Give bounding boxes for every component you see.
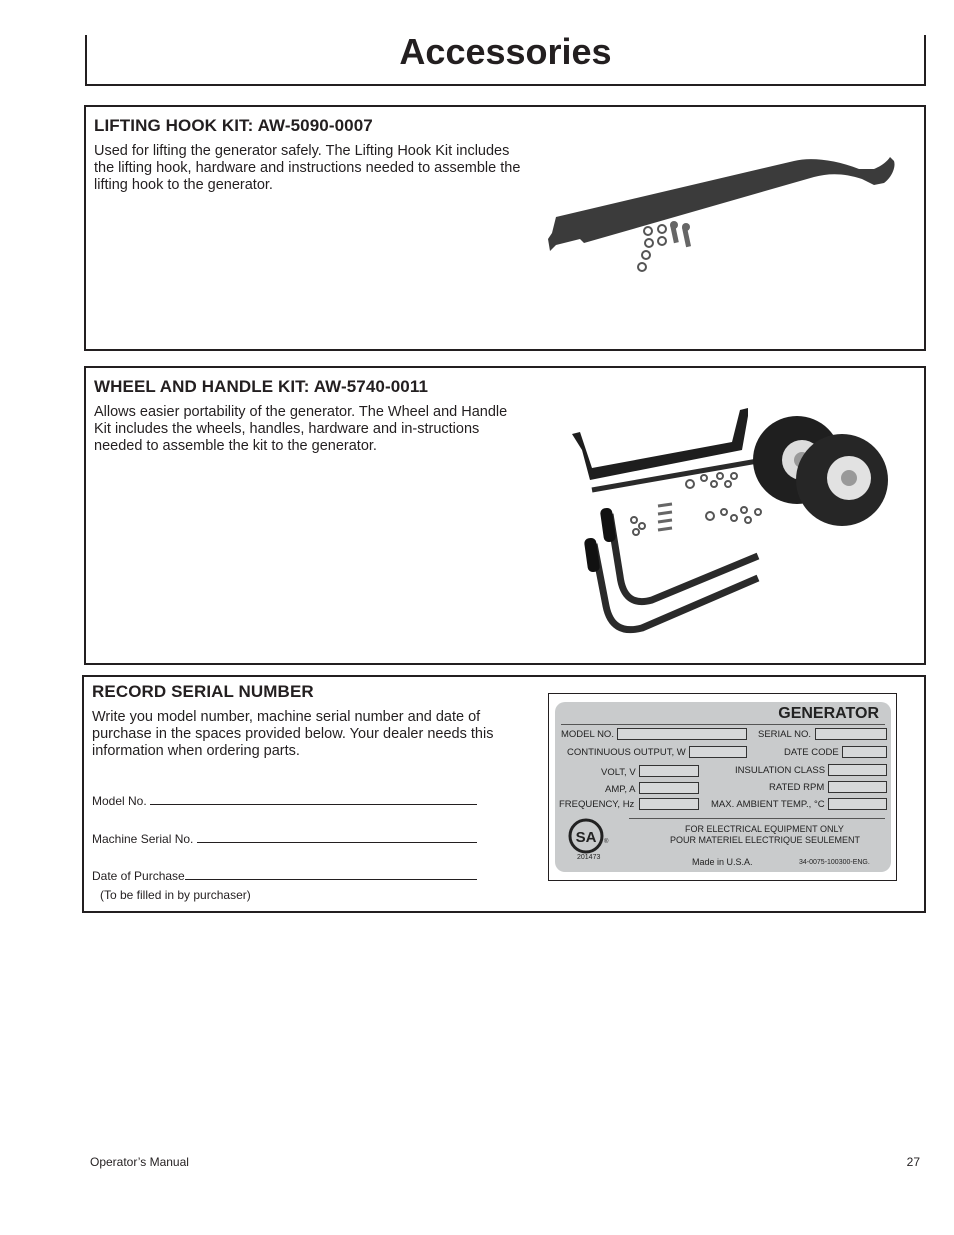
record-serial-section [82, 675, 926, 913]
model-no-field [617, 728, 747, 740]
csa-number: 201473 [577, 854, 601, 861]
frequency-label: FREQUENCY, Hz [559, 799, 635, 810]
purchaser-note: (To be filled in by purchaser) [100, 888, 251, 902]
wheel-handle-description: Allows easier portability of the generator. The Wheel and Handle Kit includes the wheels, handles, hardware and in-structions needed to assemble the kit to the generator. [94, 404, 508, 454]
csa-logo [567, 816, 607, 856]
insulation-class-label: INSULATION CLASS [735, 765, 826, 776]
model-no-label: MODEL NO. [561, 729, 614, 740]
max-ambient-field [828, 798, 887, 810]
nameplate-divider-bottom [629, 818, 885, 819]
model-number-label: Model No. [92, 794, 151, 808]
date-of-purchase-label: Date of Purchase [92, 869, 185, 883]
frequency-field [639, 798, 699, 810]
page-title: Accessories [399, 31, 612, 72]
made-in-label: Made in U.S.A. [692, 857, 753, 867]
model-number-field[interactable] [150, 794, 477, 805]
lifting-hook-heading: LIFTING HOOK KIT: AW-5090-0007 [94, 116, 373, 135]
serial-description: Write you model number, machine serial number and date of purchase in the spaces provided below. Your dealer needs this information when ordering parts. [92, 709, 494, 759]
nameplate-divider-top [561, 724, 885, 725]
serial-heading: RECORD SERIAL NUMBER [92, 682, 314, 701]
electrical-notice-fr: POUR MATERIEL ELECTRIQUE SEULEMENT [670, 835, 861, 845]
machine-serial-label: Machine Serial No. [92, 832, 197, 846]
nameplate-title: GENERATOR [778, 705, 879, 722]
svg-text:SA: SA [575, 829, 597, 846]
page-number: 27 [906, 1155, 920, 1169]
amp-field [639, 782, 699, 794]
lifting-hook-description: Used for lifting the generator safely. The Lifting Hook Kit includes the lifting hook, hardware and instructions needed to assemble the lifting hook to the generator. [94, 143, 521, 193]
page-title-box [85, 31, 926, 86]
nameplate-part-code: 34-0075-100300-ENG. [799, 859, 870, 866]
date-code-field [842, 746, 887, 758]
date-of-purchase-field[interactable] [185, 869, 477, 880]
rated-rpm-field [828, 781, 887, 793]
machine-serial-field[interactable] [197, 832, 477, 843]
amp-label: AMP, A [605, 784, 636, 795]
volt-field [639, 765, 699, 777]
max-ambient-label: MAX. AMBIENT TEMP., °C [711, 799, 825, 810]
wheel-handle-heading: WHEEL AND HANDLE KIT: AW-5740-0011 [94, 377, 428, 396]
continuous-output-field [689, 746, 747, 758]
date-code-label: DATE CODE [784, 747, 839, 758]
nameplate-frame [548, 693, 897, 881]
electrical-notice-en: FOR ELECTRICAL EQUIPMENT ONLY [685, 824, 844, 834]
serial-no-label: SERIAL NO. [758, 729, 811, 740]
continuous-output-label: CONTINUOUS OUTPUT, W [567, 747, 686, 758]
insulation-class-field [828, 764, 887, 776]
date-of-purchase-line [92, 869, 477, 883]
rated-rpm-label: RATED RPM [769, 782, 825, 793]
svg-text:®: ® [604, 839, 609, 845]
model-number-line [92, 794, 477, 808]
machine-serial-line [92, 832, 477, 846]
footer-manual-label: Operator’s Manual [90, 1155, 189, 1169]
lifting-hook-section [84, 105, 926, 351]
wheel-handle-kit-image [562, 380, 912, 642]
generator-nameplate [555, 702, 891, 872]
volt-label: VOLT, V [601, 767, 636, 778]
lifting-hook-image [544, 147, 906, 277]
serial-no-field [815, 728, 887, 740]
wheel-handle-section [84, 366, 926, 665]
